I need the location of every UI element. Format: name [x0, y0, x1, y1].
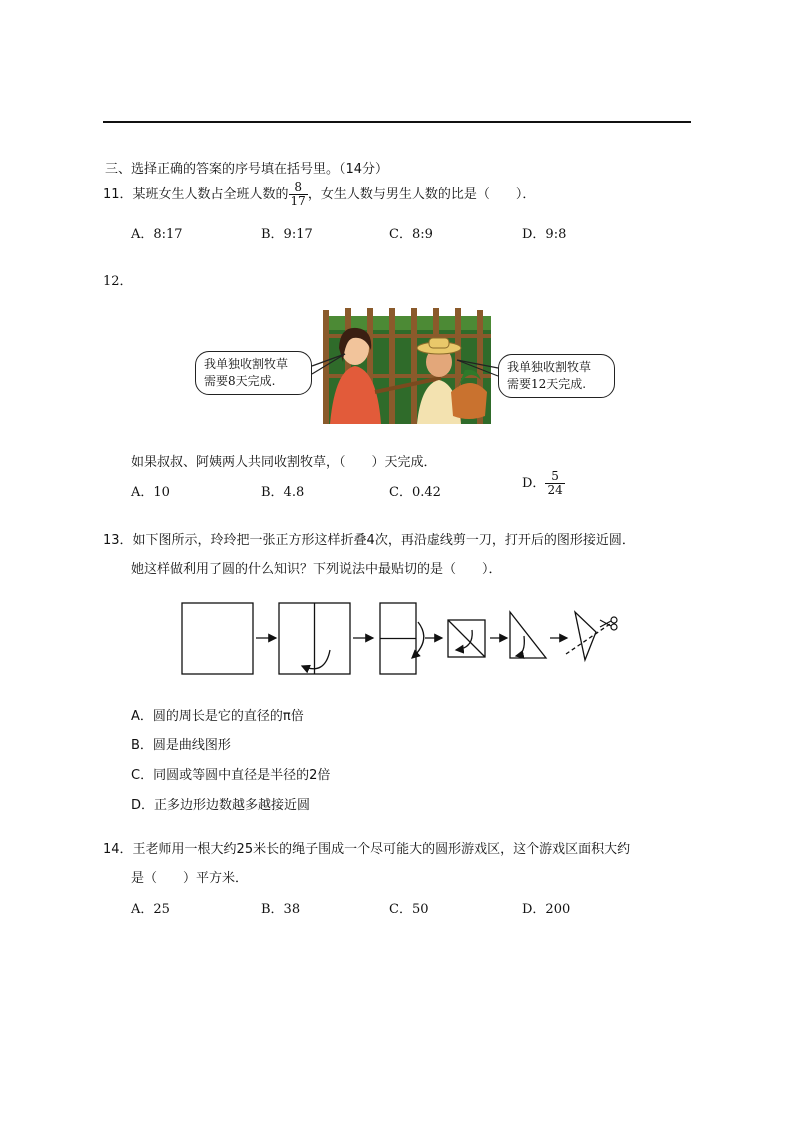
q11-option-a[interactable]: A．8:17: [131, 227, 183, 242]
q11-text-post: ，女生人数与男生人数的比是（ ）．: [307, 187, 536, 202]
q13-option-a[interactable]: A．圆的周长是它的直径的π倍: [131, 709, 304, 724]
speech-bubble-left: [195, 351, 312, 395]
q12-option-d[interactable]: [522, 470, 565, 497]
scissors-icon: [600, 617, 617, 630]
fold-step-6: [575, 612, 596, 660]
q14-option-b[interactable]: B．38: [261, 902, 301, 917]
bubble-left-line1: 我单独收割牧草: [204, 357, 289, 371]
cut-line: [566, 624, 610, 654]
q13-line2: 她这样做利用了圆的什么知识？下列说法中最贴切的是（ ）．: [131, 562, 502, 577]
q12-question: 如果叔叔、阿姨两人共同收割牧草，（ ）天完成．: [131, 455, 437, 470]
q12-d-den: 24: [547, 483, 563, 497]
q11-frac-num: 8: [294, 180, 302, 194]
q14-option-d[interactable]: D．200: [522, 902, 571, 917]
bubble-right-line1: 我单独收割牧草: [507, 360, 592, 374]
q12-d-num: 5: [551, 469, 559, 483]
question-11: [103, 181, 535, 208]
q14-line2: 是（ ）平方米．: [131, 871, 249, 886]
q12-option-b[interactable]: B．4.8: [261, 485, 305, 500]
bubble-left-line2: 需要8天完成.: [204, 374, 276, 388]
bubble-right-line2: 需要12天完成.: [507, 377, 587, 391]
folding-diagram: [180, 600, 625, 678]
q12-option-d-fraction: [545, 470, 564, 497]
fold-step-1: [182, 603, 253, 674]
q13-option-c[interactable]: C．同圆或等圆中直径是半径的2倍: [131, 768, 331, 783]
section-title: 三、选择正确的答案的序号填在括号里。（14分）: [105, 162, 389, 177]
q14-line1: 14．王老师用一根大约25米长的绳子围成一个尽可能大的圆形游戏区，这个游戏区面积大约: [103, 842, 631, 857]
q14-option-c[interactable]: C．50: [389, 902, 429, 917]
q12-number: 12．: [103, 274, 133, 289]
q13-option-b[interactable]: B．圆是曲线图形: [131, 738, 231, 753]
q11-text-pre: 11．某班女生人数占全班人数的: [103, 187, 289, 202]
q12-option-d-prefix: D．: [522, 476, 546, 491]
q12-option-a[interactable]: A．10: [131, 485, 170, 500]
q11-frac-den: 17: [290, 194, 306, 208]
speech-bubble-right: [498, 354, 615, 398]
header-rule: [103, 121, 691, 123]
fold-step-5: [510, 612, 546, 658]
q14-option-a[interactable]: A．25: [131, 902, 170, 917]
q11-option-c[interactable]: C．8:9: [389, 227, 433, 242]
q12-option-c[interactable]: C．0.42: [389, 485, 441, 500]
q11-option-d[interactable]: D．9:8: [522, 227, 567, 242]
q11-option-b[interactable]: B．9:17: [261, 227, 313, 242]
q13-option-d[interactable]: D．正多边形边数越多越接近圆: [131, 798, 311, 813]
q11-fraction: [289, 181, 308, 208]
q13-line1: 13．如下图所示，玲玲把一张正方形这样折叠4次，再沿虚线剪一刀，打开后的图形接近圆．: [103, 533, 635, 548]
